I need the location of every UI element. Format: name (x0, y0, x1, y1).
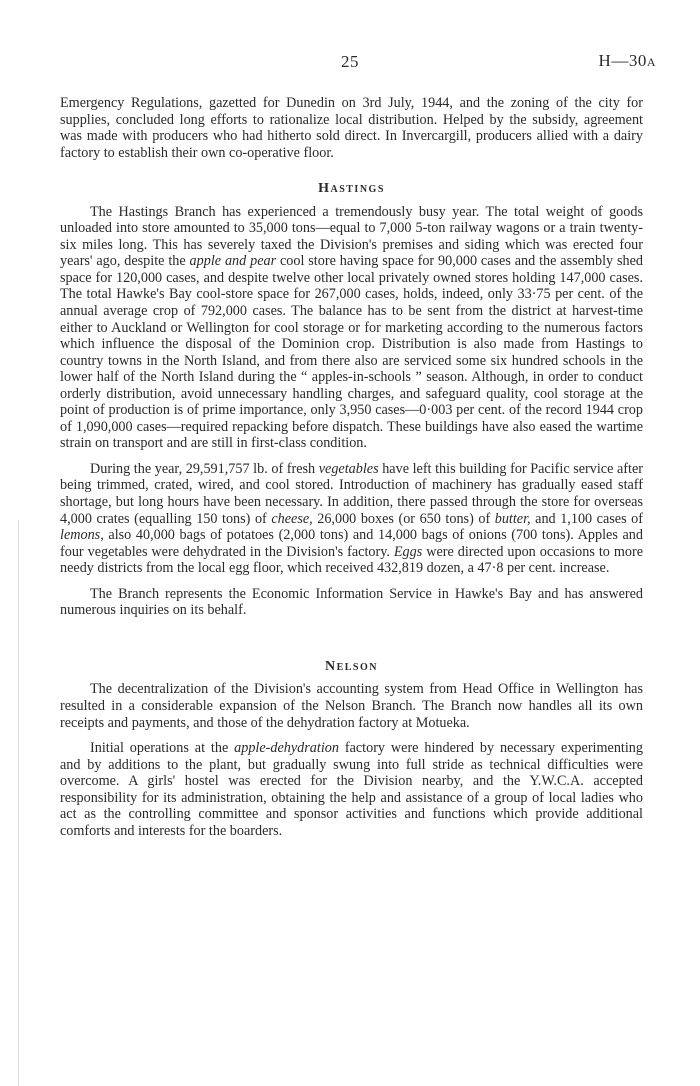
italic-run: cheese, (271, 510, 313, 527)
italic-run: apple-dehydration (234, 740, 339, 757)
italic-run: vegetables (318, 460, 379, 477)
text-run: factory were hindered by necessary experimenting and by additions to the plant, but gradually swung into full stride as technical difficulties were overcome. A girls' hostel was erected for the Division nearby, and the Y.W.C.A. accepted responsibility for its administration, obtaining the help and assistance of a group of local ladies who act as the controlling committee and sponsor activities and functions which provide additional comforts and interests for the boarders. (60, 740, 643, 839)
text-run: were directed upon occasions to more needy districts from the local egg floor, which received 432,819 dozen, a 47·8 per cent. increase. (60, 543, 643, 577)
document-reference-suffix: A (646, 55, 656, 69)
italic-run: butter, (494, 510, 531, 527)
page-number: 25 (341, 52, 359, 71)
document-reference (599, 51, 656, 71)
hastings-paragraph-3: The Branch represents the Economic Information Service in Hawke's Bay and has answered numerous inquiries on its behalf. (60, 585, 643, 619)
page-body (60, 95, 643, 839)
text-run: Initial operations at the (90, 740, 235, 757)
text-run: 26,000 boxes (or 650 tons) of (312, 510, 495, 527)
nelson-paragraph-1: The decentralization of the Division's accounting system from Head Office in Wellington has resulted in a considerable expansion of the Nelson Branch. The Branch now handles all its own receipts and payments, and those of the dehydration factory at Motueka. (60, 681, 643, 731)
text-run: During the year, 29,591,757 lb. of fresh (90, 460, 319, 477)
text-run: have left this building for Pacific service after being trimmed, crated, wired, and cool stored. Introduction of machinery has gradually eased staff shortage, but long hours have been necessary. In addition, there passed through the store for overseas 4,000 crates (equalling 150 tons) of (60, 460, 643, 527)
intro-paragraph: Emergency Regulations, gazetted for Dunedin on 3rd July, 1944, and the zoning of the city for supplies, concluded long efforts to rationalize local distribution. Helped by the subsidy, agreement was made with producers who had hitherto sold direct. In Invercargill, producers allied with a dairy factory to establish their own co-operative floor. (60, 95, 643, 161)
italic-run: apple and pear (189, 253, 277, 270)
margin-rule (18, 520, 19, 1086)
document-reference-main: H—30 (598, 51, 647, 70)
nelson-paragraph-2 (60, 740, 643, 839)
section-heading-nelson: Nelson (324, 658, 378, 674)
italic-run: Eggs (393, 543, 423, 560)
hastings-paragraph-2 (60, 461, 643, 577)
section-heading-hastings: Hastings (318, 181, 385, 197)
text-run: and 1,100 cases of (530, 510, 643, 527)
text-run: also 40,000 bags of potatoes (2,000 tons) and 14,000 bags of onions (700 tons). Apples and four vegetables were dehydrated in the Division's factory. (60, 527, 643, 560)
hastings-paragraph-1 (60, 204, 643, 452)
text-run: cool store having space for 90,000 cases and the assembly shed space for 120,000 cases, and despite twelve other local privately owned stores holding 147,000 cases. The total Hawke's Bay cool-store space for 267,000 cases, holds, indeed, only 33·75 per cent. of the annual average crop of 792,000 cases. The balance has to be sent from the district at harvest-time either to Auckland or Wellington for cool storage or for marketing according to the numerous factors which influence the disposal of the Dominion crop. Distribution is also made from Hastings to country towns in the North Island, and from there also are serviced some six hundred schools in the lower half of the North Island during the “ apples-in-schools ” season. Although, in order to conduct orderly distribution, avoid unnecessary handling charges, and safeguard quality, cool storage at the point of production is of prime importance, only 3,950 cases—0·003 per cent. of the record 1944 crop of 1,090,000 cases—required repacking before dispatch. These buildings have also eased the wartime strain on transport and are still in first-class condition. (60, 253, 643, 452)
italic-run: lemons, (60, 527, 104, 544)
text-run: The Hastings Branch has experienced a tremendously busy year. The total weight of goods unloaded into store amounted to 35,000 tons—equal to 7,000 5-ton railway wagons or a train twenty-six miles long. This has severely taxed the Division's premises and siding which was erected four years' ago, despite the (60, 203, 643, 270)
